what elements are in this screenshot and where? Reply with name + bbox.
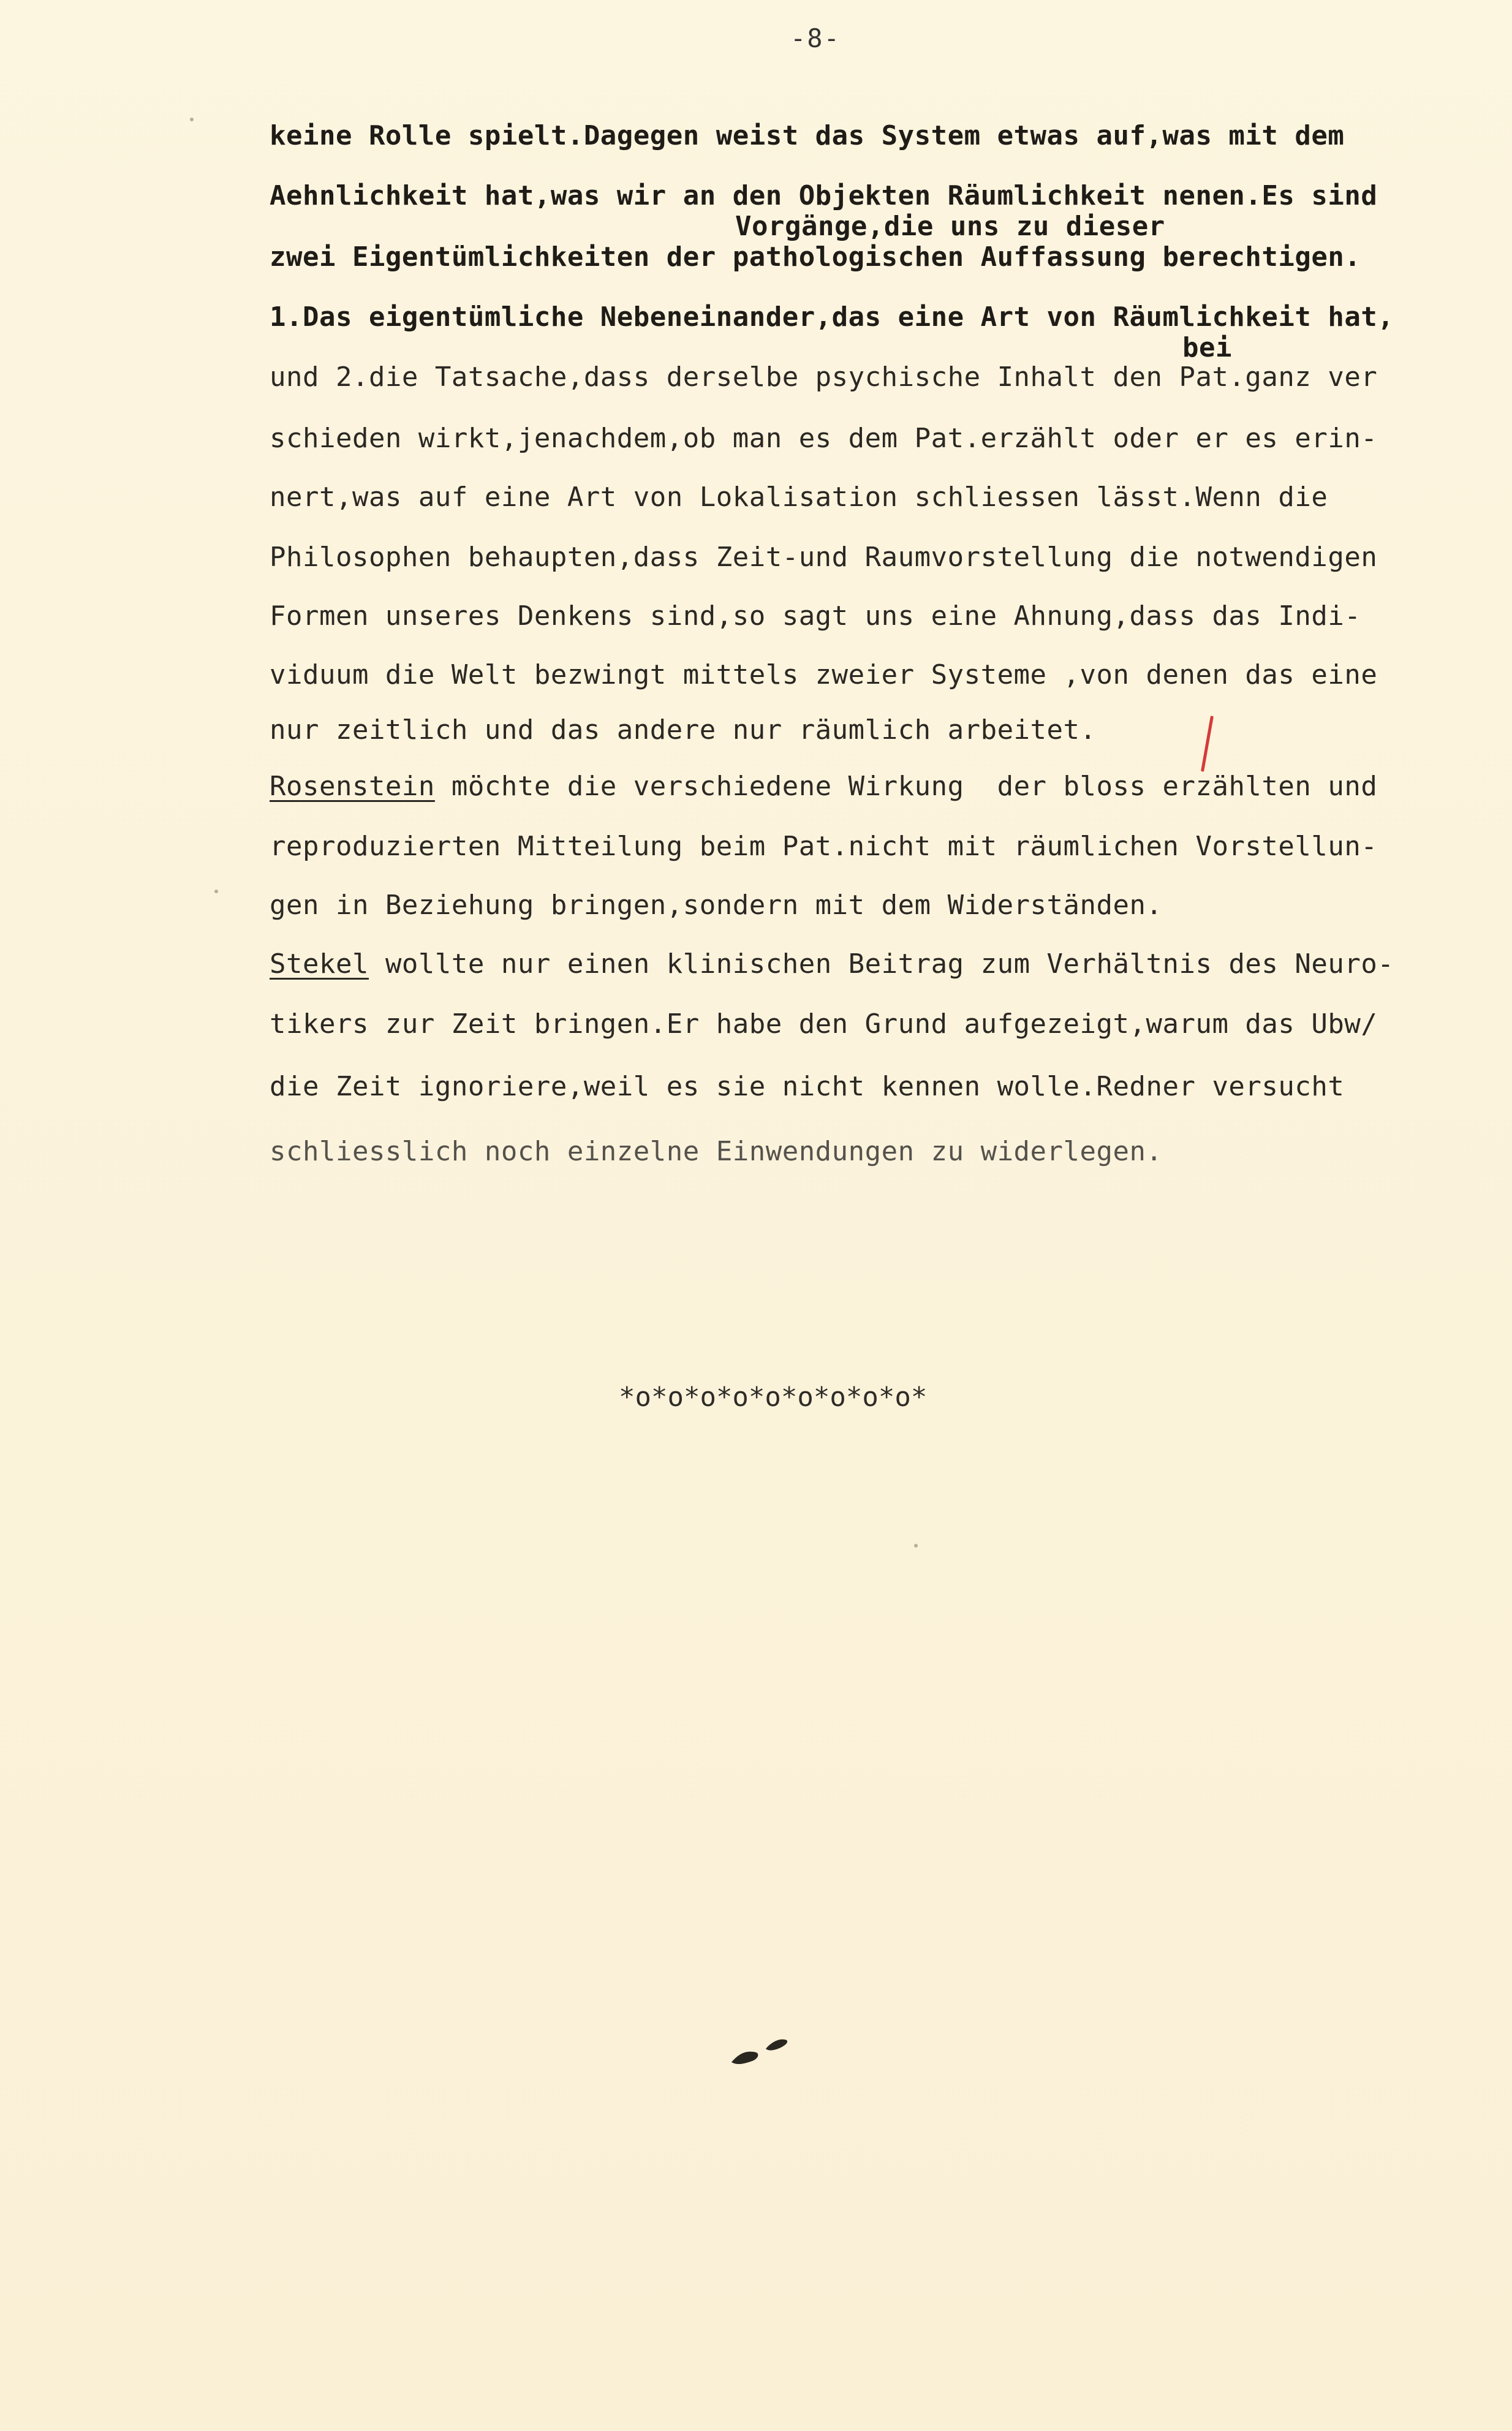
paragraph-rosenstein-line-3: gen in Beziehung bringen,sondern mit dem Widerständen. [270, 890, 1163, 921]
text-line-1: keine Rolle spielt.Dagegen weist das System etwas auf,was mit dem [270, 120, 1345, 151]
paper-speck [214, 890, 218, 893]
paragraph-stekel-line-4: schliesslich noch einzelne Einwendungen zu widerlegen. [270, 1136, 1163, 1167]
red-margin-mark [1201, 716, 1214, 771]
paragraph-stekel-line-3: die Zeit ignoriere,weil es sie nicht kennen wolle.Redner versucht [270, 1071, 1345, 1102]
text-line-insert-bei: bei [1182, 332, 1232, 363]
text-line-6: schieden wirkt,jenachdem,ob man es dem Pat.erzählt oder er es erin- [270, 423, 1378, 454]
speaker-name-rosenstein: Rosenstein [270, 771, 435, 802]
text-line-7: nert,was auf eine Art von Lokalisation schliessen lässt.Wenn die [270, 482, 1328, 513]
text-line-2: Aehnlichkeit hat,was wir an den Objekten Räumlichkeit nenen.Es sind [270, 180, 1378, 211]
paragraph-rosenstein-line-1 [270, 773, 1377, 800]
text-line-3: zwei Eigentümlichkeiten der pathologischen Auffassung berechtigen. [270, 241, 1361, 273]
text-line-11: nur zeitlich und das andere nur räumlich arbeitet. [270, 714, 1097, 746]
paper-speck [914, 1544, 918, 1548]
speaker-name-stekel: Stekel [270, 948, 369, 980]
text-line-4: 1.Das eigentümliche Nebeneinander,das eine Art von Räumlichkeit hat, [270, 301, 1394, 333]
paragraph-stekel-line-2: tikers zur Zeit bringen.Er habe den Grund aufgezeigt,warum das Ubw/ [270, 1008, 1378, 1040]
text-line-5: und 2.die Tatsache,dass derselbe psychische Inhalt den Pat.ganz ver [270, 361, 1378, 393]
section-separator: *o*o*o*o*o*o*o*o*o* [619, 1382, 928, 1413]
ink-blot-mark [728, 2032, 801, 2068]
paragraph-rosenstein-line-2: reproduzierten Mitteilung beim Pat.nicht mit räumlichen Vorstellun- [270, 831, 1378, 862]
page-number: -8- [790, 23, 841, 53]
text-line-insert-vorgaenge: Vorgänge,die uns zu dieser [735, 211, 1165, 242]
text-line-9: Formen unseres Denkens sind,so sagt uns eine Ahnung,dass das Indi- [270, 600, 1361, 632]
stekel-line-1-text: wollte nur einen klinischen Beitrag zum Verhältnis des Neuro- [368, 948, 1394, 980]
paper-speck [190, 118, 194, 121]
text-line-8: Philosophen behaupten,dass Zeit-und Raumvorstellung die notwendigen [270, 542, 1378, 573]
rosenstein-line-1-text: möchte die verschiedene Wirkung der bloss erzählten und [434, 771, 1378, 802]
text-line-10: viduum die Welt bezwingt mittels zweier Systeme ,von denen das eine [270, 659, 1378, 690]
paragraph-stekel-line-1 [270, 948, 1394, 980]
